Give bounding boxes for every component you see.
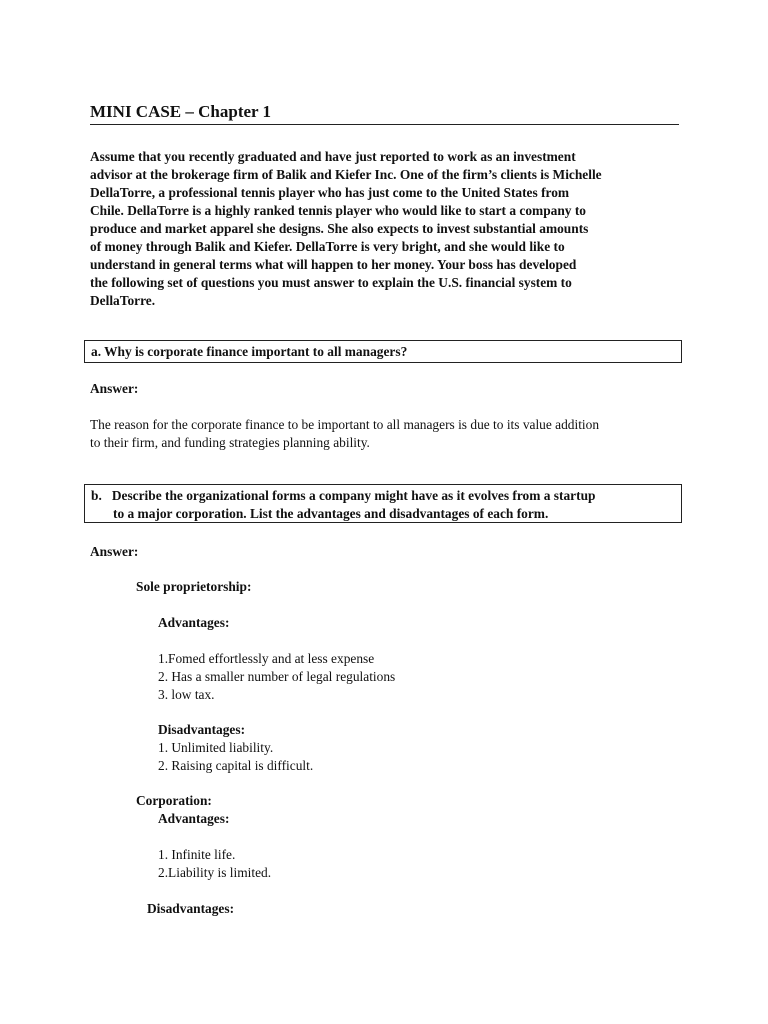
answer-a-label: Answer:	[90, 381, 139, 396]
sole-proprietorship-heading: Sole proprietorship:	[136, 579, 252, 594]
sole-disadvantage-item: 2. Raising capital is difficult.	[158, 758, 314, 773]
intro-line: advisor at the brokerage firm of Balik and Kiefer Inc. One of the firm’s clients is Michelle	[90, 167, 602, 182]
intro-line: DellaTorre.	[90, 293, 156, 308]
sole-disadvantages-label: Disadvantages:	[158, 722, 246, 737]
intro-line: of money through Balik and Kiefer. DellaTorre is very bright, and she would like to	[90, 239, 565, 254]
sole-advantage-item: 2. Has a smaller number of legal regulations	[158, 669, 396, 684]
page-title: MINI CASE – Chapter 1	[90, 101, 679, 125]
answer-a-line: The reason for the corporate finance to be important to all managers is due to its value addition	[90, 417, 600, 432]
intro-line: understand in general terms what will happen to her money. Your boss has developed	[90, 257, 577, 272]
answer-a-line: to their firm, and funding strategies planning ability.	[90, 435, 370, 450]
corporation-advantage-item: 1. Infinite life.	[158, 847, 236, 862]
corporation-disadvantages-label: Disadvantages:	[147, 901, 235, 916]
answer-b-label: Answer:	[90, 544, 139, 559]
intro-line: Chile. DellaTorre is a highly ranked tennis player who would like to start a company to	[90, 203, 586, 218]
intro-line: the following set of questions you must answer to explain the U.S. financial system to	[90, 275, 572, 290]
intro-line: Assume that you recently graduated and have just reported to work as an investment	[90, 149, 576, 164]
question-b-text: Describe the organizational forms a company might have as it evolves from a startup	[111, 488, 596, 503]
question-a-box: a. Why is corporate finance important to all managers?	[84, 340, 682, 363]
intro-line: DellaTorre, a professional tennis player who has just come to the United States from	[90, 185, 570, 200]
sole-disadvantage-item: 1. Unlimited liability.	[158, 740, 274, 755]
corporation-advantage-item: 2.Liability is limited.	[158, 865, 272, 880]
question-b-line	[91, 487, 681, 505]
intro-paragraph	[90, 148, 680, 310]
sole-advantage-item: 3. low tax.	[158, 687, 215, 702]
corporation-heading: Corporation:	[136, 793, 212, 808]
sole-advantages-label: Advantages:	[158, 615, 230, 630]
sole-advantage-item: 1.Fomed effortlessly and at less expense	[158, 651, 375, 666]
question-b-marker: b.	[91, 488, 102, 503]
question-b-line: to a major corporation. List the advantages and disadvantages of each form.	[113, 506, 549, 521]
question-b-box	[84, 484, 682, 523]
corporation-advantages-label: Advantages:	[158, 811, 230, 826]
intro-line: produce and market apparel she designs. She also expects to invest substantial amounts	[90, 221, 589, 236]
